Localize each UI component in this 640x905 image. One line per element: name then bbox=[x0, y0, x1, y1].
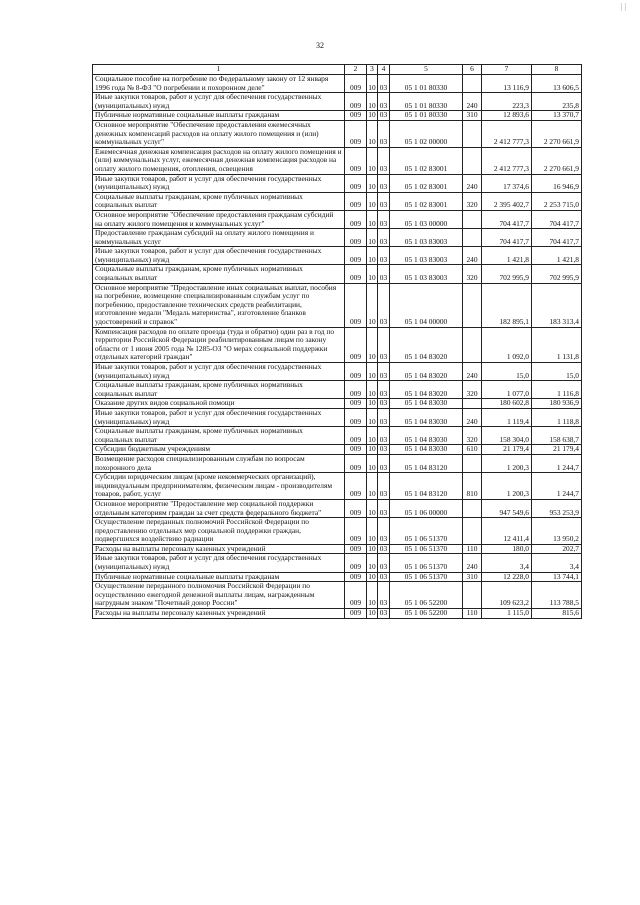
row-subsection-code: 03 bbox=[378, 247, 390, 265]
row-admin-code: 009 bbox=[345, 111, 367, 121]
row-subsection-code: 03 bbox=[378, 609, 390, 619]
row-subsection-code: 03 bbox=[378, 554, 390, 572]
row-expense-type-code bbox=[463, 120, 482, 147]
row-section-code: 10 bbox=[368, 110, 376, 120]
row-amount-year1: 180,0 bbox=[482, 544, 532, 554]
row-expense-type-code: 320 bbox=[463, 427, 482, 445]
row-expense-type-code bbox=[463, 147, 482, 174]
row-name-cell: Компенсация расходов по оплате проезда (туда и обратно) один раз в год по территории Российской Федерации реабилитированным лицам по закону области от 1 июня 2005 года № 1285-ОЗ "О мерах социальной поддержки отдельных категорий граждан" bbox=[93, 327, 345, 362]
row-amount-year1: 2 395 402,7 bbox=[482, 192, 532, 210]
row-expense-type-code: 610 bbox=[463, 445, 482, 455]
row-target-code: 05 1 04 83020 bbox=[390, 363, 463, 381]
row-subsection-code: 03 bbox=[378, 283, 390, 327]
row-name-cell: Публичные нормативные социальные выплаты гражданам bbox=[93, 111, 345, 121]
row-target-code: 05 1 04 83030 bbox=[390, 445, 463, 455]
table-row bbox=[93, 147, 582, 174]
row-section-code: 10 bbox=[367, 473, 378, 500]
row-amount-year2: 2 253 715,0 bbox=[532, 192, 582, 210]
row-admin-code: 009 bbox=[345, 147, 367, 174]
table-row bbox=[93, 210, 582, 228]
table-row bbox=[93, 192, 582, 210]
row-subsection-code: 03 bbox=[378, 327, 390, 362]
row-amount-year1: 223,3 bbox=[482, 93, 532, 111]
row-amount-year2: 13 606,5 bbox=[532, 75, 582, 93]
row-section-code: 10 bbox=[367, 93, 378, 111]
table-row bbox=[93, 473, 582, 500]
row-name-cell: Осуществление переданного полномочия Российской Федерации по осуществлению ежегодной денежной выплаты лицам, награжденным нагрудным знаком "Почетный донор России" bbox=[93, 582, 345, 609]
row-target-code: 05 1 04 83120 bbox=[390, 454, 463, 472]
table-row bbox=[93, 554, 582, 572]
table-row bbox=[93, 229, 582, 247]
table-row bbox=[93, 111, 582, 121]
row-subsection-code: 03 bbox=[378, 399, 390, 409]
row-name-cell: Социальные выплаты гражданам, кроме публичных нормативных социальных выплат bbox=[93, 427, 345, 445]
row-amount-year1: 1 200,3 bbox=[482, 473, 532, 500]
budget-table bbox=[92, 64, 582, 619]
row-amount-year2: 702 995,9 bbox=[532, 265, 582, 283]
row-subsection-code: 03 bbox=[378, 408, 390, 426]
row-section-code: 10 bbox=[368, 544, 376, 553]
row-name-cell: Оказание других видов социальной помощи bbox=[93, 399, 345, 409]
row-section-code: 10 bbox=[367, 582, 378, 609]
row-amount-year1: 12 228,0 bbox=[482, 572, 532, 582]
row-name-cell: Иные закупки товаров, работ и услуг для обеспечения государственных (муниципальных) нужд bbox=[93, 174, 345, 192]
row-name-cell: Иные закупки товаров, работ и услуг для обеспечения государственных (муниципальных) нужд bbox=[93, 408, 345, 426]
column-header: 1 bbox=[93, 65, 345, 75]
row-amount-year1: 182 895,1 bbox=[482, 283, 532, 327]
row-target-code: 05 1 06 51370 bbox=[390, 572, 463, 582]
row-name-cell: Осуществление переданных полномочий Российской Федерации по предоставлению отдельных мер социальной поддержки граждан, подвергшихся воздействию радиации bbox=[93, 518, 345, 545]
row-amount-year1: 12 893,6 bbox=[482, 111, 532, 121]
row-subsection-code: 03 bbox=[378, 518, 390, 545]
row-target-code: 05 1 04 83030 bbox=[390, 399, 463, 409]
row-admin-code: 009 bbox=[345, 554, 367, 572]
row-section-code: 10 bbox=[367, 265, 378, 283]
row-amount-year2: 180 936,9 bbox=[532, 399, 582, 409]
row-section-code: 10 bbox=[367, 381, 378, 399]
column-header: 2 bbox=[345, 65, 367, 75]
row-section-code: 10 bbox=[367, 454, 378, 472]
row-section-code: 10 bbox=[367, 327, 378, 362]
row-admin-code: 009 bbox=[345, 363, 367, 381]
row-subsection-code: 03 bbox=[378, 454, 390, 472]
row-subsection-code: 03 bbox=[378, 174, 390, 192]
row-expense-type-code: 240 bbox=[463, 247, 482, 265]
row-amount-year1: 17 374,6 bbox=[482, 174, 532, 192]
row-target-code: 05 1 06 51370 bbox=[390, 518, 463, 545]
row-subsection-code: 03 bbox=[378, 147, 390, 174]
row-section-code: 10 bbox=[368, 444, 376, 454]
row-expense-type-code bbox=[463, 283, 482, 327]
row-section-code: 10 bbox=[367, 75, 378, 93]
row-amount-year1: 12 411,4 bbox=[482, 518, 532, 545]
row-amount-year2: 13 370,7 bbox=[532, 111, 582, 121]
row-target-code: 05 1 06 52200 bbox=[390, 582, 463, 609]
row-admin-code: 009 bbox=[345, 192, 367, 210]
row-amount-year1: 1 092,0 bbox=[482, 327, 532, 362]
row-subsection-code: 03 bbox=[378, 473, 390, 500]
table-row bbox=[93, 445, 582, 455]
table-row bbox=[93, 363, 582, 381]
row-name-cell: Социальные выплаты гражданам, кроме публичных нормативных социальных выплат bbox=[93, 381, 345, 399]
row-subsection-code: 03 bbox=[378, 210, 390, 228]
table-row bbox=[93, 427, 582, 445]
column-header: 4 bbox=[378, 65, 390, 75]
row-admin-code: 009 bbox=[345, 609, 367, 619]
row-target-code: 05 1 02 83001 bbox=[390, 147, 463, 174]
row-name-cell: Основное мероприятие "Обеспечение предоставления ежемесячных денежных компенсаций расходов на оплату жилого помещения и (или) коммунальных услуг" bbox=[93, 120, 345, 147]
row-amount-year2: 704 417,7 bbox=[532, 229, 582, 247]
row-target-code: 05 1 06 51370 bbox=[390, 554, 463, 572]
row-section-code: 10 bbox=[367, 363, 378, 381]
row-amount-year2: 21 179,4 bbox=[532, 445, 582, 455]
row-target-code: 05 1 06 52200 bbox=[390, 609, 463, 619]
row-section-code: 10 bbox=[367, 427, 378, 445]
row-amount-year2: 183 313,4 bbox=[532, 283, 582, 327]
row-target-code: 05 1 04 00000 bbox=[390, 283, 463, 327]
row-subsection-code: 03 bbox=[378, 120, 390, 147]
row-target-code: 05 1 04 83030 bbox=[390, 427, 463, 445]
row-name-cell: Публичные нормативные социальные выплаты гражданам bbox=[93, 572, 345, 582]
row-name-cell: Иные закупки товаров, работ и услуг для обеспечения государственных (муниципальных) нужд bbox=[93, 247, 345, 265]
row-target-code: 05 1 03 83003 bbox=[390, 229, 463, 247]
row-amount-year2: 815,6 bbox=[532, 609, 582, 619]
row-name-cell: Ежемесячная денежная компенсация расходов на оплату жилого помещения и (или) коммунальных услуг, ежемесячная денежная компенсация расходов на оплату жилого помещения, отопления, освещения bbox=[93, 147, 345, 174]
row-subsection-code: 03 bbox=[378, 445, 390, 455]
row-target-code: 05 1 02 00000 bbox=[390, 120, 463, 147]
row-admin-code: 009 bbox=[345, 572, 367, 582]
row-expense-type-code: 110 bbox=[463, 609, 482, 619]
row-amount-year2: 953 253,9 bbox=[532, 499, 582, 517]
row-expense-type-code: 310 bbox=[463, 572, 482, 582]
table-row bbox=[93, 283, 582, 327]
row-amount-year1: 158 304,0 bbox=[482, 427, 532, 445]
row-section-code: 10 bbox=[367, 408, 378, 426]
row-amount-year1: 2 412 777,3 bbox=[482, 120, 532, 147]
row-section-code: 10 bbox=[367, 147, 378, 174]
row-subsection-code: 03 bbox=[378, 582, 390, 609]
row-amount-year2: 2 270 661,9 bbox=[532, 147, 582, 174]
column-header: 6 bbox=[463, 65, 482, 75]
row-admin-code: 009 bbox=[345, 327, 367, 362]
row-amount-year1: 702 995,9 bbox=[482, 265, 532, 283]
row-expense-type-code: 240 bbox=[463, 363, 482, 381]
table-row bbox=[93, 454, 582, 472]
row-section-code: 10 bbox=[368, 398, 376, 408]
row-amount-year1: 15,0 bbox=[482, 363, 532, 381]
table-row bbox=[93, 120, 582, 147]
row-amount-year1: 704 417,7 bbox=[482, 210, 532, 228]
row-expense-type-code: 240 bbox=[463, 174, 482, 192]
row-name-cell: Иные закупки товаров, работ и услуг для обеспечения государственных (муниципальных) нужд bbox=[93, 554, 345, 572]
row-target-code: 05 1 01 80330 bbox=[390, 75, 463, 93]
row-amount-year1: 109 623,2 bbox=[482, 582, 532, 609]
row-target-code: 05 1 06 51370 bbox=[390, 544, 463, 554]
column-header: 3 bbox=[367, 65, 378, 75]
row-subsection-code: 03 bbox=[378, 363, 390, 381]
row-section-code: 10 bbox=[367, 518, 378, 545]
row-subsection-code: 03 bbox=[378, 427, 390, 445]
row-subsection-code: 03 bbox=[378, 265, 390, 283]
row-admin-code: 009 bbox=[345, 210, 367, 228]
table-row bbox=[93, 572, 582, 582]
row-subsection-code: 03 bbox=[378, 93, 390, 111]
row-subsection-code: 03 bbox=[378, 572, 390, 582]
row-admin-code: 009 bbox=[345, 120, 367, 147]
row-amount-year2: 16 946,9 bbox=[532, 174, 582, 192]
row-name-cell: Социальные выплаты гражданам, кроме публичных нормативных социальных выплат bbox=[93, 192, 345, 210]
row-subsection-code: 03 bbox=[378, 499, 390, 517]
column-header: 5 bbox=[390, 65, 463, 75]
row-target-code: 05 1 03 00000 bbox=[390, 210, 463, 228]
row-admin-code: 009 bbox=[345, 265, 367, 283]
row-amount-year2: 113 788,5 bbox=[532, 582, 582, 609]
table-row bbox=[93, 499, 582, 517]
row-target-code: 05 1 04 83120 bbox=[390, 473, 463, 500]
table-row bbox=[93, 408, 582, 426]
row-section-code: 10 bbox=[367, 283, 378, 327]
row-section-code: 10 bbox=[367, 192, 378, 210]
page-number: 32 bbox=[316, 41, 324, 50]
row-target-code: 05 1 04 83020 bbox=[390, 381, 463, 399]
row-amount-year2: 2 270 661,9 bbox=[532, 120, 582, 147]
table-header-row bbox=[93, 65, 582, 75]
row-amount-year2: 13 950,2 bbox=[532, 518, 582, 545]
row-section-code: 10 bbox=[367, 499, 378, 517]
table-row bbox=[93, 174, 582, 192]
table-row bbox=[93, 327, 582, 362]
row-name-cell: Основное мероприятие "Предоставление иных социальных выплат, пособия на погребение, возмещение специализированным службам услуг по погребению, предоставление технических средств реабилитации, изготовление медали "Медаль материнства", изготовление бланков удостоверений и справок" bbox=[93, 283, 345, 327]
row-target-code: 05 1 03 83003 bbox=[390, 265, 463, 283]
row-admin-code: 009 bbox=[345, 408, 367, 426]
row-amount-year2: 1 244,7 bbox=[532, 473, 582, 500]
row-section-code: 10 bbox=[367, 554, 378, 572]
row-section-code: 10 bbox=[367, 210, 378, 228]
row-expense-type-code: 240 bbox=[463, 554, 482, 572]
row-admin-code: 009 bbox=[345, 445, 367, 455]
row-expense-type-code bbox=[463, 454, 482, 472]
row-expense-type-code: 110 bbox=[463, 544, 482, 554]
row-amount-year2: 15,0 bbox=[532, 363, 582, 381]
row-expense-type-code bbox=[463, 210, 482, 228]
row-expense-type-code bbox=[463, 518, 482, 545]
row-section-code: 10 bbox=[367, 174, 378, 192]
row-amount-year2: 1 244,7 bbox=[532, 454, 582, 472]
row-expense-type-code: 320 bbox=[463, 192, 482, 210]
row-section-code: 10 bbox=[368, 572, 376, 581]
row-admin-code: 009 bbox=[345, 518, 367, 545]
row-section-code: 10 bbox=[368, 608, 376, 618]
row-admin-code: 009 bbox=[345, 75, 367, 93]
table-row bbox=[93, 265, 582, 283]
row-expense-type-code: 240 bbox=[463, 93, 482, 111]
table-row bbox=[93, 544, 582, 554]
row-admin-code: 009 bbox=[345, 247, 367, 265]
row-admin-code: 009 bbox=[345, 229, 367, 247]
row-amount-year1: 2 412 777,3 bbox=[482, 147, 532, 174]
row-section-code: 10 bbox=[367, 247, 378, 265]
row-admin-code: 009 bbox=[345, 283, 367, 327]
row-target-code: 05 1 01 80330 bbox=[390, 111, 463, 121]
table-row bbox=[93, 247, 582, 265]
table-row bbox=[93, 518, 582, 545]
table-row bbox=[93, 582, 582, 609]
row-name-cell: Основное мероприятие "Предоставление мер социальной поддержки отдельным категориям граждан за счет средств федерального бюджета" bbox=[93, 499, 345, 517]
row-amount-year1: 1 115,0 bbox=[482, 609, 532, 619]
row-subsection-code: 03 bbox=[378, 111, 390, 121]
column-header: 7 bbox=[482, 65, 532, 75]
row-amount-year2: 3,4 bbox=[532, 554, 582, 572]
table-row bbox=[93, 609, 582, 619]
row-admin-code: 009 bbox=[345, 473, 367, 500]
row-subsection-code: 03 bbox=[378, 544, 390, 554]
row-subsection-code: 03 bbox=[378, 381, 390, 399]
row-amount-year1: 3,4 bbox=[482, 554, 532, 572]
row-name-cell: Субсидии юридическим лицам (кроме некоммерческих организаций), индивидуальным предпринимателям, физическим лицам - производителям товаров, работ, услуг bbox=[93, 473, 345, 500]
row-expense-type-code: 810 bbox=[463, 473, 482, 500]
table-row bbox=[93, 93, 582, 111]
row-expense-type-code bbox=[463, 399, 482, 409]
row-amount-year2: 1 131,8 bbox=[532, 327, 582, 362]
row-expense-type-code bbox=[463, 499, 482, 517]
row-expense-type-code: 310 bbox=[463, 111, 482, 121]
row-admin-code: 009 bbox=[345, 544, 367, 554]
row-name-cell: Субсидии бюджетным учреждениям bbox=[93, 445, 345, 455]
row-target-code: 05 1 04 83020 bbox=[390, 327, 463, 362]
row-amount-year2: 1 116,8 bbox=[532, 381, 582, 399]
row-expense-type-code: 320 bbox=[463, 265, 482, 283]
row-admin-code: 009 bbox=[345, 499, 367, 517]
row-amount-year1: 180 602,8 bbox=[482, 399, 532, 409]
row-admin-code: 009 bbox=[345, 399, 367, 409]
row-section-code: 10 bbox=[367, 229, 378, 247]
row-amount-year2: 704 417,7 bbox=[532, 210, 582, 228]
row-name-cell: Предоставление гражданам субсидий на оплату жилого помещения и коммунальных услуг bbox=[93, 229, 345, 247]
row-name-cell: Расходы на выплаты персоналу казенных учреждений bbox=[93, 544, 345, 554]
table-row bbox=[93, 381, 582, 399]
row-target-code: 05 1 02 83001 bbox=[390, 174, 463, 192]
corner-mark: | | bbox=[620, 2, 626, 11]
row-admin-code: 009 bbox=[345, 93, 367, 111]
row-name-cell: Социальное пособие на погребение по Федеральному закону от 12 января 1996 года № 8-ФЗ "О погребении и похоронном деле" bbox=[93, 75, 345, 93]
row-amount-year2: 202,7 bbox=[532, 544, 582, 554]
row-expense-type-code bbox=[463, 75, 482, 93]
row-admin-code: 009 bbox=[345, 381, 367, 399]
row-target-code: 05 1 03 83003 bbox=[390, 247, 463, 265]
row-admin-code: 009 bbox=[345, 427, 367, 445]
row-section-code: 10 bbox=[367, 120, 378, 147]
column-header: 8 bbox=[532, 65, 582, 75]
row-target-code: 05 1 02 83001 bbox=[390, 192, 463, 210]
row-amount-year2: 13 744,1 bbox=[532, 572, 582, 582]
row-expense-type-code bbox=[463, 327, 482, 362]
row-name-cell: Социальные выплаты гражданам, кроме публичных нормативных социальных выплат bbox=[93, 265, 345, 283]
row-amount-year1: 947 549,6 bbox=[482, 499, 532, 517]
row-subsection-code: 03 bbox=[378, 229, 390, 247]
row-subsection-code: 03 bbox=[378, 75, 390, 93]
row-amount-year2: 1 421,8 bbox=[532, 247, 582, 265]
row-amount-year1: 1 200,3 bbox=[482, 454, 532, 472]
row-expense-type-code: 240 bbox=[463, 408, 482, 426]
row-amount-year2: 158 638,7 bbox=[532, 427, 582, 445]
row-expense-type-code: 320 bbox=[463, 381, 482, 399]
row-expense-type-code bbox=[463, 582, 482, 609]
row-target-code: 05 1 04 83030 bbox=[390, 408, 463, 426]
row-name-cell: Основное мероприятие "Обеспечение предоставления гражданам субсидий на оплату жилого помещения и коммунальных услуг" bbox=[93, 210, 345, 228]
row-amount-year1: 1 119,4 bbox=[482, 408, 532, 426]
row-amount-year1: 21 179,4 bbox=[482, 445, 532, 455]
row-target-code: 05 1 06 00000 bbox=[390, 499, 463, 517]
row-amount-year2: 1 118,8 bbox=[532, 408, 582, 426]
table-row bbox=[93, 75, 582, 93]
row-amount-year1: 704 417,7 bbox=[482, 229, 532, 247]
row-amount-year2: 235,8 bbox=[532, 93, 582, 111]
row-amount-year1: 1 077,0 bbox=[482, 381, 532, 399]
row-expense-type-code bbox=[463, 229, 482, 247]
row-name-cell: Возмещение расходов специализированным службам по вопросам похоронного дела bbox=[93, 454, 345, 472]
row-name-cell: Иные закупки товаров, работ и услуг для обеспечения государственных (муниципальных) нужд bbox=[93, 363, 345, 381]
row-name-cell: Расходы на выплаты персоналу казенных учреждений bbox=[93, 609, 345, 619]
row-admin-code: 009 bbox=[345, 174, 367, 192]
row-target-code: 05 1 01 80330 bbox=[390, 93, 463, 111]
row-amount-year1: 13 116,9 bbox=[482, 75, 532, 93]
row-amount-year1: 1 421,8 bbox=[482, 247, 532, 265]
row-name-cell: Иные закупки товаров, работ и услуг для обеспечения государственных (муниципальных) нужд bbox=[93, 93, 345, 111]
row-admin-code: 009 bbox=[345, 582, 367, 609]
table-row bbox=[93, 399, 582, 409]
row-subsection-code: 03 bbox=[378, 192, 390, 210]
row-admin-code: 009 bbox=[345, 454, 367, 472]
